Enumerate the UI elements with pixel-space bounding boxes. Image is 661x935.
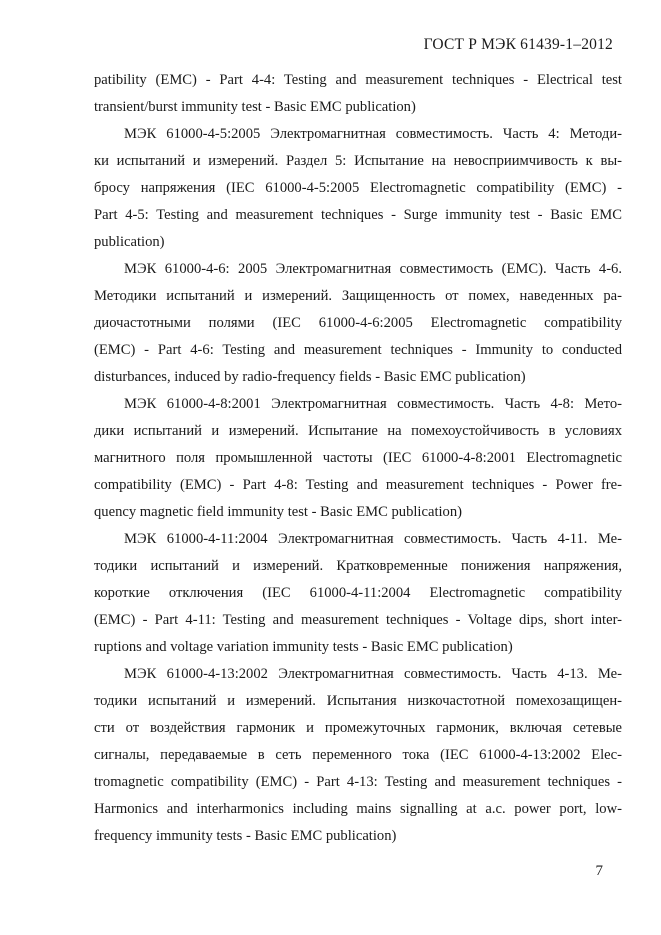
text-line: quency magnetic field immunity test - Basic EMC publication) [94,504,463,520]
text-line: (EMC) - Part 4-6: Testing and measurement techniques - Immunity to conducted [94,342,622,358]
text-line: Harmonics and interharmonics including mains signalling at a.c. power port, low- [94,801,622,817]
text-line: МЭК 61000-4-13:2002 Электромагнитная совместимость. Часть 4-13. Ме- [124,666,622,682]
text-line: диочастотными полями (IEC 61000-4-6:2005 Electromagnetic compatibility [94,315,622,331]
text-line: transient/burst immunity test - Basic EMC publication) [94,99,416,115]
text-line: (EMC) - Part 4-11: Testing and measurement techniques - Voltage dips, short inter- [94,612,622,628]
text-line: disturbances, induced by radio-frequency fields - Basic EMC publication) [94,369,526,385]
page-number: 7 [595,863,603,879]
text-line: бросу напряжения (IEC 61000-4-5:2005 Electromagnetic compatibility (EMC) - [94,180,622,196]
text-line: МЭК 61000-4-8:2001 Электромагнитная совместимость. Часть 4-8: Мето- [124,396,622,412]
text-line: frequency immunity tests - Basic EMC publication) [94,828,397,844]
text-line: Методики испытаний и измерений. Защищенность от помех, наведенных ра- [94,288,622,304]
text-line: Part 4-5: Testing and measurement techniques - Surge immunity test - Basic EMC [94,207,622,223]
document-header: ГОСТ Р МЭК 61439-1–2012 [423,36,613,53]
text-line: compatibility (EMC) - Part 4-8: Testing and measurement techniques - Power fre- [94,477,622,493]
text-line: сигналы, передаваемые в сеть переменного тока (IEC 61000-4-13:2002 Elec- [94,747,622,763]
text-line: tromagnetic compatibility (EMC) - Part 4-13: Testing and measurement techniques - [94,774,622,790]
paragraph-iec-61000-4-11 [94,526,622,661]
text-line: тодики испытаний и измерений. Испытания низкочастотной помехозащищен- [94,693,622,709]
text-line: сти от воздействия гармоник и промежуточных гармоник, включая сетевые [94,720,622,736]
paragraph-iec-61000-4-6 [94,256,622,391]
text-line: короткие отключения (IEC 61000-4-11:2004 Electromagnetic compatibility [94,585,622,601]
text-line: МЭК 61000-4-6: 2005 Электромагнитная совместимость (EMC). Часть 4-6. [124,261,622,277]
text-line: дики испытаний и измерений. Испытание на помехоустойчивость в условиях [94,423,622,439]
document-body [94,67,622,850]
text-line: publication) [94,234,165,250]
paragraph-iec-61000-4-4-continuation [94,67,622,121]
paragraph-iec-61000-4-5 [94,121,622,256]
text-line: МЭК 61000-4-5:2005 Электромагнитная совместимость. Часть 4: Методи- [124,126,622,142]
paragraph-iec-61000-4-8 [94,391,622,526]
text-line: ки испытаний и измерений. Раздел 5: Испытание на невосприимчивость к вы- [94,153,622,169]
paragraph-iec-61000-4-13 [94,661,622,850]
text-line: тодики испытаний и измерений. Кратковременные понижения напряжения, [94,558,622,574]
text-line: МЭК 61000-4-11:2004 Электромагнитная совместимость. Часть 4-11. Ме- [124,531,622,547]
text-line: patibility (EMC) - Part 4-4: Testing and measurement techniques - Electrical test [94,72,622,88]
text-line: ruptions and voltage variation immunity tests - Basic EMC publication) [94,639,513,655]
text-line: магнитного поля промышленной частоты (IEC 61000-4-8:2001 Electromagnetic [94,450,622,466]
